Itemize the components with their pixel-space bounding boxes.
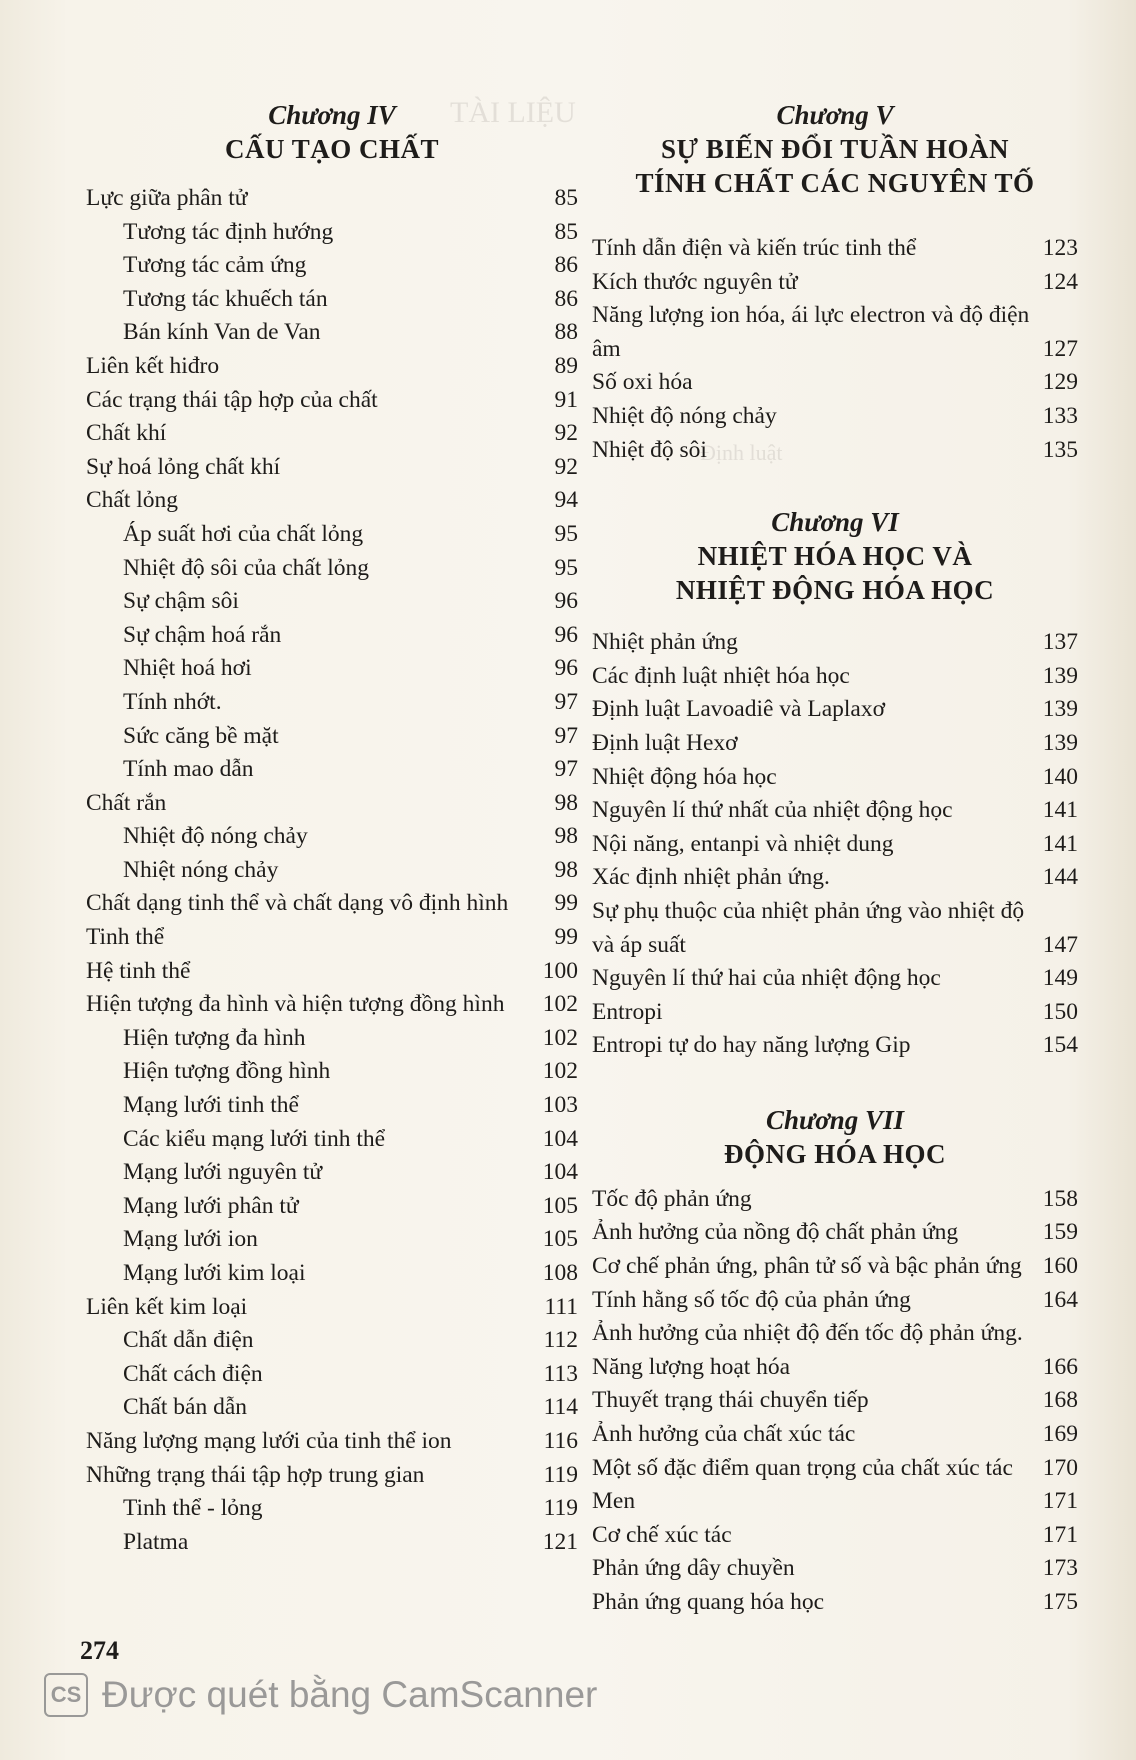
toc-entry-title: Một số đặc điểm quan trọng của chất xúc tác [592, 1454, 1013, 1481]
toc-entry-title: Hiện tượng đa hình [123, 1024, 306, 1051]
toc-entry-page: 103 [542, 1092, 578, 1119]
toc-entry-page: 98 [554, 823, 578, 850]
toc-entry-title: Nhiệt phản ứng [592, 629, 738, 656]
toc-entry-page: 92 [554, 420, 578, 447]
toc-entry [86, 350, 578, 384]
toc-entry [86, 1391, 578, 1425]
toc-entry-page: 108 [542, 1260, 578, 1286]
toc-entry [86, 854, 578, 888]
toc-entry [592, 1384, 1078, 1418]
toc-entry-title: Phản ứng quang hóa học [592, 1589, 825, 1615]
toc-entry-title: Nhiệt độ sôi của chất lỏng [123, 554, 370, 581]
toc-entry-page: 158 [1042, 1185, 1078, 1212]
toc-entry-page: 137 [1042, 629, 1078, 656]
toc-entry-title: Năng lượng ion hóa, ái lực electron và độ điện âm [592, 302, 1030, 362]
toc-entry [592, 895, 1078, 962]
toc-entry-page: 127 [1042, 335, 1078, 362]
toc-entry-title: Tinh thể - lỏng [123, 1495, 263, 1522]
toc-entry [86, 182, 578, 216]
toc-entry-title: Thuyết trạng thái chuyển tiếp [592, 1387, 869, 1414]
toc-entry-page: 89 [554, 352, 578, 379]
toc-entry [592, 761, 1078, 795]
toc-entry [86, 1291, 578, 1325]
toc-entry [86, 1223, 578, 1257]
toc-entry-page: 171 [1042, 1521, 1078, 1548]
toc-entry-title: Áp suất hơi của chất lỏng [123, 520, 364, 547]
toc-entry-title: Sức căng bề mặt [123, 722, 279, 749]
toc-entry [592, 400, 1078, 434]
toc-entry-title: Tốc độ phản ứng [592, 1185, 752, 1212]
toc-entry-page: 129 [1042, 369, 1078, 396]
toc-entry [592, 1216, 1078, 1250]
toc-entry-page: 140 [1042, 763, 1078, 790]
toc-entry [86, 753, 578, 787]
chapter-5-title-line-2: TÍNH CHẤT CÁC NGUYÊN TỐ [635, 168, 1035, 198]
toc-entry-page: 99 [554, 890, 578, 917]
toc-entry-title: Tính dẫn điện và kiến trúc tinh thể [592, 235, 917, 261]
toc-entry-title: Nguyên lí thứ hai của nhiệt động học [592, 965, 941, 992]
toc-entry-title: Nhiệt nóng chảy [123, 856, 279, 883]
toc-entry-title: Hiện tượng đa hình và hiện tượng đồng hình [86, 991, 505, 1018]
toc-entry-page: 92 [554, 453, 578, 480]
toc-entry-page: 159 [1042, 1219, 1078, 1246]
toc-entry [592, 232, 1078, 266]
toc-entry-title: Entropi tự do hay năng lượng Gip [592, 1032, 911, 1059]
toc-entry [86, 1324, 578, 1358]
toc-entry-page: 124 [1042, 268, 1078, 295]
toc-entry-page: 113 [543, 1360, 578, 1387]
toc-entry-title: Tương tác khuếch tán [123, 285, 328, 312]
toc-entry [592, 1586, 1078, 1620]
toc-entry [86, 384, 578, 418]
toc-entry-title: Mạng lưới kim loại [123, 1260, 306, 1286]
toc-entry [592, 996, 1078, 1030]
toc-entry-page: 170 [1042, 1454, 1078, 1481]
toc-entry-page: 116 [543, 1427, 578, 1454]
toc-entry [86, 417, 578, 451]
toc-entry-title: Bán kính Van de Van [123, 319, 321, 346]
toc-entry [86, 619, 578, 653]
toc-entry-page: 150 [1042, 998, 1078, 1025]
toc-entry [86, 1156, 578, 1190]
toc-entry-title: Liên kết kim loại [86, 1293, 248, 1320]
toc-entry-title: Mạng lưới nguyên tử [123, 1159, 323, 1186]
toc-entry [592, 660, 1078, 694]
toc-entry [86, 316, 578, 350]
toc-entry-page: 114 [543, 1394, 578, 1421]
toc-entry-title: Chất khí [86, 420, 167, 447]
toc-entry-page: 102 [542, 991, 578, 1018]
chapter-4-label: Chương IV [268, 100, 396, 130]
toc-entry-page: 96 [554, 621, 578, 648]
toc-entry-title: Mạng lưới phân tử [123, 1192, 299, 1219]
toc-entry [592, 1519, 1078, 1553]
toc-entry-title: Các định luật nhiệt hóa học [592, 662, 850, 689]
toc-entry-title: Xác định nhiệt phản ứng. [592, 864, 830, 891]
toc-entry-page: 173 [1042, 1555, 1078, 1582]
toc-entry-page: 168 [1042, 1387, 1078, 1414]
toc-entry [86, 1190, 578, 1224]
bleed-through-text: TÀI LIỆU [450, 96, 576, 129]
toc-entry-page: 135 [1042, 436, 1078, 463]
toc-entry-page: 141 [1042, 797, 1078, 824]
toc-entry-title: Ảnh hưởng của chất xúc tác [592, 1421, 856, 1448]
toc-entry-page: 144 [1042, 864, 1078, 891]
toc-entry-title: Men [592, 1488, 636, 1515]
chapter-5-entries [592, 232, 1078, 467]
toc-entry [86, 283, 578, 317]
toc-entry-title: Liên kết hiđro [86, 352, 220, 379]
toc-entry-page: 141 [1042, 830, 1078, 857]
toc-entry [592, 1284, 1078, 1318]
toc-entry-title: Năng lượng hoạt hóa [592, 1353, 791, 1380]
toc-entry-page: 139 [1042, 729, 1078, 756]
toc-entry-title: Chất dạng tinh thể và chất dạng vô định hình [86, 890, 509, 917]
toc-entry [86, 1425, 578, 1459]
toc-entry-page: 86 [554, 285, 578, 312]
toc-entry-title: Sự phụ thuộc của nhiệt phản ứng vào nhiệt độ và áp suất [592, 897, 1025, 958]
toc-entry [86, 1526, 578, 1560]
toc-entry-title: Những trạng thái tập hợp trung gian [86, 1461, 425, 1488]
toc-entry [86, 1089, 578, 1123]
toc-entry-title: Năng lượng mạng lưới của tinh thể ion [86, 1427, 452, 1454]
toc-entry-page: 97 [554, 722, 578, 749]
toc-entry-page: 149 [1042, 965, 1078, 992]
toc-entry-page: 94 [554, 487, 578, 514]
toc-entry [86, 1459, 578, 1493]
toc-entry [592, 1317, 1078, 1351]
toc-entry-title: Nội năng, entanpi và nhiệt dung [592, 830, 894, 857]
toc-entry [86, 686, 578, 720]
toc-entry [86, 585, 578, 619]
toc-entry-title: Hệ tinh thể [86, 957, 191, 984]
toc-entry [86, 921, 578, 955]
toc-entry-title: Chất rắn [86, 789, 167, 816]
chapter-7-label: Chương VII [766, 1104, 904, 1135]
chapter-6-title-line-1: NHIỆT HÓA HỌC VÀ [697, 541, 973, 572]
toc-entry-page: 95 [554, 520, 578, 547]
toc-entry-title: Platma [123, 1528, 189, 1555]
toc-entry-page: 98 [554, 789, 578, 816]
toc-entry-page: 95 [554, 554, 578, 581]
toc-entry-title: Cơ chế phản ứng, phân tử số và bậc phản ứng [592, 1253, 1022, 1280]
toc-entry-page: 119 [543, 1461, 578, 1488]
toc-entry-page: 133 [1042, 402, 1078, 429]
toc-entry-title: Các trạng thái tập hợp của chất [86, 386, 378, 413]
toc-entry-title: Hiện tượng đồng hình [123, 1058, 331, 1085]
toc-entry-page: 112 [543, 1327, 578, 1354]
toc-entry-page: 85 [554, 185, 578, 211]
toc-entry-title: Mạng lưới tinh thể [123, 1092, 299, 1119]
toc-entry-title: Ảnh hưởng của nhiệt độ đến tốc độ phản ứng. [592, 1320, 1023, 1347]
toc-entry [592, 1351, 1078, 1385]
toc-entry-page: 166 [1042, 1353, 1078, 1380]
toc-entry [86, 451, 578, 485]
toc-entry-title: Nguyên lí thứ nhất của nhiệt động học [592, 797, 953, 824]
toc-entry-page: 105 [542, 1192, 578, 1219]
camscanner-logo-icon: CS [44, 1673, 88, 1717]
toc-entry [86, 518, 578, 552]
toc-entry [592, 626, 1078, 660]
toc-entry-page: 100 [542, 957, 578, 984]
toc-entry [592, 693, 1078, 727]
chapter-4-title: CẤU TẠO CHẤT [224, 134, 440, 164]
toc-entry [592, 366, 1078, 400]
camscanner-watermark [44, 1672, 597, 1718]
toc-entry [592, 861, 1078, 895]
toc-entry [592, 1485, 1078, 1519]
toc-entry-title: Chất bán dẫn [123, 1394, 247, 1421]
toc-entry-title: Chất dẫn điện [123, 1327, 254, 1354]
toc-entry-page: 102 [542, 1024, 578, 1051]
toc-entry-title: Số oxi hóa [592, 369, 693, 396]
toc-entry [86, 1055, 578, 1089]
chapter-7-entries [592, 1183, 1078, 1620]
toc-entry [86, 216, 578, 250]
toc-entry-page: 98 [554, 856, 578, 883]
toc-entry-title: Tương tác định hướng [123, 218, 334, 245]
toc-entry [86, 1257, 578, 1291]
toc-entry-title: Tương tác cảm ứng [123, 252, 307, 279]
toc-entry-title: Tính mao dẫn [123, 756, 254, 783]
toc-entry-title: Nhiệt hoá hơi [123, 655, 252, 682]
toc-entry-page: 104 [542, 1159, 578, 1186]
toc-entry-page: 88 [554, 319, 578, 346]
toc-entry-title: Ảnh hưởng của nồng độ chất phản ứng [592, 1219, 959, 1246]
toc-entry-title: Tính nhớt. [123, 688, 222, 715]
toc-entry [592, 299, 1078, 366]
toc-entry-title: Entropi [592, 998, 663, 1025]
toc-entry-page: 123 [1042, 235, 1078, 261]
toc-entry-title: Cơ chế xúc tác [592, 1521, 732, 1548]
toc-entry-title: Kích thước nguyên tử [592, 268, 798, 295]
toc-entry-page: 139 [1042, 662, 1078, 689]
toc-entry [592, 1183, 1078, 1217]
toc-entry [86, 249, 578, 283]
toc-entry-title: Tinh thể [86, 924, 165, 951]
toc-entry-page: 154 [1042, 1032, 1078, 1059]
toc-entry-page: 85 [554, 218, 578, 245]
toc-entry [86, 1358, 578, 1392]
toc-entry-title: Sự chậm hoá rắn [123, 621, 282, 648]
toc-entry-page: 105 [542, 1226, 578, 1253]
chapter-6-title-line-2: NHIỆT ĐỘNG HÓA HỌC [675, 575, 995, 606]
page-number: 274 [80, 1636, 119, 1665]
toc-entry [86, 1022, 578, 1056]
toc-entry-page: 171 [1042, 1488, 1078, 1515]
toc-entry [592, 828, 1078, 862]
toc-entry-page: 97 [554, 756, 578, 783]
toc-entry-title: Nhiệt động hóa học [592, 763, 777, 790]
toc-entry [86, 988, 578, 1022]
toc-entry-page: 104 [542, 1125, 578, 1152]
toc-entry [86, 820, 578, 854]
toc-entry-page: 96 [554, 588, 578, 615]
toc-entry [592, 727, 1078, 761]
toc-entry-title: Nhiệt độ nóng chảy [592, 402, 777, 429]
watermark-text: Được quét bằng CamScanner [102, 1674, 598, 1715]
toc-entry-page: 164 [1042, 1286, 1078, 1313]
toc-entry-page: 111 [544, 1293, 578, 1320]
toc-entry [86, 1123, 578, 1157]
toc-entry [592, 1250, 1078, 1284]
toc-entry-title: Tính hằng số tốc độ của phản ứng [592, 1286, 911, 1313]
toc-entry [86, 887, 578, 921]
toc-entry-title: Chất lỏng [86, 487, 179, 514]
toc-entry-title: Định luật Hexơ [592, 729, 738, 756]
toc-entry-page: 139 [1042, 696, 1078, 723]
toc-entry-page: 99 [554, 924, 578, 951]
toc-entry-page: 121 [542, 1528, 578, 1555]
toc-entry-page: 169 [1042, 1421, 1078, 1448]
toc-entry [592, 1452, 1078, 1486]
toc-entry-page: 91 [554, 386, 578, 413]
toc-entry-page: 86 [554, 252, 578, 279]
toc-entry [86, 720, 578, 754]
toc-column-left [86, 98, 578, 1559]
chapter-5-label: Chương V [776, 100, 894, 130]
toc-entry [86, 652, 578, 686]
toc-entry-title: Sự chậm sôi [123, 588, 239, 615]
chapter-4-entries [86, 182, 578, 1559]
toc-entry-page: 147 [1042, 931, 1078, 958]
toc-entry-page: 97 [554, 688, 578, 715]
bleed-through-text: Định luật [700, 440, 783, 465]
toc-entry-title: Định luật Lavoadiê và Laplaxơ [592, 696, 886, 723]
toc-entry [86, 955, 578, 989]
toc-entry [86, 552, 578, 586]
toc-entry [592, 434, 1078, 468]
toc-entry [86, 787, 578, 821]
toc-entry [592, 1552, 1078, 1586]
toc-entry-title: Chất cách điện [123, 1360, 263, 1387]
toc-entry [592, 962, 1078, 996]
toc-entry-title: Phản ứng dây chuyền [592, 1555, 795, 1582]
toc-entry-title: Nhiệt độ nóng chảy [123, 823, 308, 850]
toc-entry [592, 1418, 1078, 1452]
toc-entry [592, 266, 1078, 300]
toc-entry-page: 119 [543, 1495, 578, 1522]
toc-entry [592, 794, 1078, 828]
chapter-6-entries [592, 626, 1078, 1063]
toc-entry-title: Lực giữa phân tử [86, 185, 248, 211]
toc-entry-page: 160 [1042, 1253, 1078, 1280]
chapter-6-label: Chương VI [771, 507, 899, 538]
toc-entry-page: 102 [542, 1058, 578, 1085]
toc-entry-title: Sự hoá lỏng chất khí [86, 453, 281, 480]
toc-entry [86, 484, 578, 518]
toc-entry [592, 1029, 1078, 1063]
toc-entry-page: 175 [1042, 1589, 1078, 1615]
toc-entry [86, 1492, 578, 1526]
toc-entry-page: 96 [554, 655, 578, 682]
toc-column-right [592, 98, 1078, 1620]
chapter-5-title-line-1: SỰ BIẾN ĐỔI TUẦN HOÀN [660, 134, 1010, 164]
toc-entry-title: Nhiệt độ sôi [592, 436, 707, 463]
toc-entry-title: Mạng lưới ion [123, 1226, 258, 1253]
toc-entry-title: Các kiểu mạng lưới tinh thể [123, 1125, 386, 1152]
chapter-7-title: ĐỘNG HÓA HỌC [723, 1138, 946, 1169]
